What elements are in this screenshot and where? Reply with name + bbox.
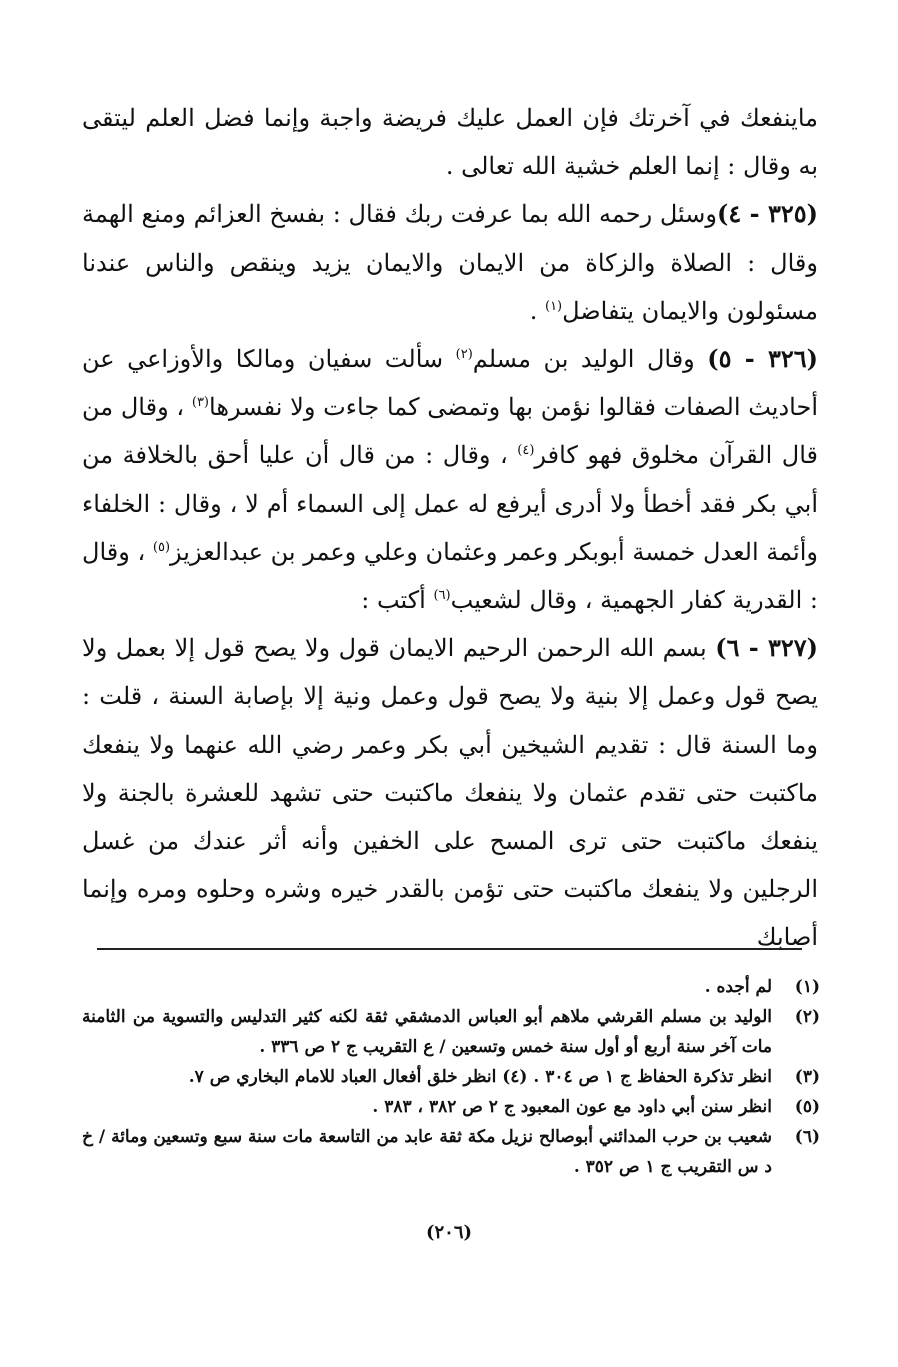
paragraph-text: أكتب :	[361, 586, 434, 615]
entry-number: (٣٢٦ - ٥)	[707, 344, 818, 374]
paragraph-text: وقال الوليد بن مسلم	[472, 345, 708, 374]
paragraph-text: وسئل رحمه الله بما عرفت ربك فقال : بفسخ العزائم ومنع الهمة وقال : الصلاة والزكاة من الايمان والايمان يزيد وينقص والناس عندنا مسئولون والايمان يتفاضل	[82, 200, 818, 325]
footnote-text: لم أجده .	[704, 977, 772, 997]
footnote-text: انظر سنن أبي داود مع عون المعبود ج ٢ ص ٣٨٢ ، ٣٨٣ .	[372, 1097, 772, 1117]
footnote-item	[82, 1062, 820, 1092]
footnote-ref[interactable]: (١)	[544, 298, 563, 314]
paragraph-text: ، وقال من قال القرآن مخلوق فهو كافر	[82, 393, 819, 470]
entry-number: (٣٢٧ - ٦)	[715, 633, 819, 663]
footnote-text: شعيب بن حرب المدائني أبوصالح نزيل مكة ثقة عابد من التاسعة مات سنة سبع وتسعين ومائة / خ د س التقريب ج ١ ص ٣٥٢ .	[82, 1127, 772, 1177]
paragraph-text: ، وقال : القدرية كفار الجهمية ، وقال لشعيب	[82, 537, 818, 615]
footnote-item	[82, 972, 820, 1002]
footnote-item	[82, 1122, 820, 1182]
main-text	[82, 94, 818, 962]
paragraph-text: بسم الله الرحمن الرحيم الايمان قول ولا يصح قول إلا بعمل ولا يصح قول وعمل إلا بنية ولا يصح قول وعمل ونية إلا بإصابة السنة ، قلت : وما السنة قال : تقديم الشيخين أبي بكر وعمر رضي الله عنهما ولا ينفعك ماكتبت حتى تقدم عثمان ولا ينفعك ماكتبت حتى تشهد للعشرة بالجنة ولا ينفعك ماكتبت حتى ترى المسح على الخفين وأنه أثر عندك من غسل الرجلين ولا ينفعك ماكتبت حتى تؤمن بالقدر خيره وشره وحلوه ومره وإنما أصابك	[82, 634, 818, 952]
paragraph-1	[82, 94, 818, 190]
footnote-marker: (١)	[794, 977, 820, 997]
paragraph-326	[82, 335, 818, 624]
footnote-text: انظر تذكرة الحفاظ ج ١ ص ٣٠٤ . (٤) انظر خلق أفعال العباد للامام البخاري ص ٧.	[188, 1067, 772, 1087]
footnote-marker: (٥)	[794, 1097, 820, 1117]
footnote-ref[interactable]: (٢)	[455, 347, 473, 363]
footnote-ref[interactable]: (٤)	[517, 443, 535, 459]
footnote-ref[interactable]: (٦)	[433, 588, 451, 604]
footnote-marker: (٢)	[794, 1007, 820, 1027]
paragraph-text: ماينفعك في آخرتك فإن العمل عليك فريضة واجبة وإنما فضل العلم ليتقى به وقال : إنما العلم خشية الله تعالى .	[82, 104, 818, 181]
footnote-divider	[97, 948, 802, 950]
page-number: (٢٠٦)	[425, 1222, 473, 1243]
footnote-ref[interactable]: (٣)	[191, 395, 209, 411]
footnote-item	[82, 1002, 820, 1062]
footnote-item	[82, 1092, 820, 1122]
footnote-marker: (٣)	[794, 1067, 820, 1087]
footnote-ref[interactable]: (٥)	[152, 539, 171, 555]
paragraph-text: ، وقال : من قال أن عليا أحق بالخلافة من أبي بكر فقد أخطأ ولا أدرى أيرفع له عمل إلى السماء أم لا ، وقال : الخلفاء وأئمة العدل خمسة أبوبكر وعمر وعثمان وعلي وعمر بن عبدالعزيز	[82, 441, 818, 566]
paragraph-325	[82, 190, 818, 335]
footnote-text: الوليد بن مسلم القرشي ملاهم أبو العباس الدمشقي ثقة لكنه كثير التدليس والتسوية من الثامنة مات آخر سنة أربع أو أول سنة خمس وتسعين / ع التقريب ج ٢ ص ٣٣٦ .	[82, 1007, 772, 1057]
paragraph-text: .	[529, 296, 545, 325]
footnotes	[82, 972, 820, 1182]
paragraph-text: سألت سفيان ومالكا والأوزاعي عن أحاديث الصفات فقالوا نؤمن بها وتمضى كما جاءت ولا نفسرها	[82, 345, 818, 422]
paragraph-327	[82, 624, 818, 961]
footnote-marker: (٦)	[794, 1127, 820, 1147]
entry-number: (٣٢٥ - ٤)	[716, 199, 819, 229]
